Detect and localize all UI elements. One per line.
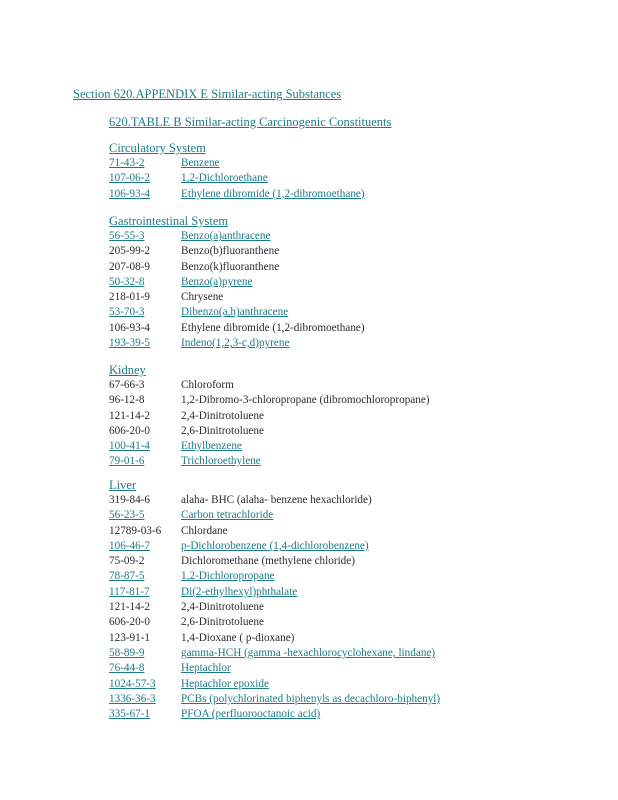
- cas-number[interactable]: 56-55-3: [109, 230, 145, 242]
- table-row: [109, 409, 589, 424]
- substance-name: Chloroform: [181, 379, 234, 391]
- substance-name[interactable]: 1,2-Dichloropropane: [181, 570, 275, 583]
- cas-number[interactable]: 107-06-2: [109, 172, 151, 185]
- group-title: Liver: [109, 478, 137, 492]
- table-row: [109, 275, 589, 290]
- substance-name: Chrysene: [181, 291, 224, 304]
- table-row: [109, 508, 589, 523]
- substance-name[interactable]: Ethylene dibromide (1,2-dibromoethane): [181, 187, 365, 200]
- cas-number[interactable]: 71-43-2: [109, 157, 145, 169]
- group-title: Gastrointestinal System: [109, 214, 229, 228]
- substance-name[interactable]: PFOA (perfluorooctanoic acid): [181, 708, 321, 721]
- substance-name: alaha- BHC (alaha- benzene hexachloride): [181, 494, 372, 506]
- cas-number[interactable]: 50-32-8: [109, 275, 145, 288]
- substance-name: Chlordane: [181, 524, 228, 537]
- cas-number: 106-93-4: [109, 321, 151, 334]
- table-row: [109, 378, 589, 393]
- substance-name: Ethylene dibromide (1,2-dibromoethane): [181, 321, 365, 334]
- table-row: [109, 539, 589, 554]
- cas-number: 606-20-0: [109, 616, 151, 629]
- substance-name[interactable]: Di(2-ethylhexyl)phthalate: [181, 585, 298, 598]
- cas-number[interactable]: 106-46-7: [109, 539, 151, 552]
- cas-number: 75-09-2: [109, 555, 145, 568]
- cas-number[interactable]: 56-23-5: [109, 509, 145, 522]
- table-row: [109, 336, 589, 351]
- cas-number: 606-20-0: [109, 424, 151, 437]
- cas-number: 319-84-6: [109, 494, 151, 506]
- substance-name[interactable]: Heptachlor epoxide: [181, 677, 269, 690]
- table-row: [109, 692, 589, 707]
- table-row: [109, 305, 589, 320]
- table-row: [109, 677, 589, 692]
- cas-number: 96-12-8: [109, 394, 145, 407]
- substance-name[interactable]: Carbon tetrachloride: [181, 509, 274, 522]
- table-row: [109, 554, 589, 569]
- cas-number[interactable]: 335-67-1: [109, 708, 151, 721]
- cas-number: 123-91-1: [109, 631, 151, 644]
- table-row: [109, 156, 589, 171]
- table-row: [109, 321, 589, 336]
- section-title[interactable]: Section 620.APPENDIX E Similar-acting Substances: [73, 87, 342, 101]
- cas-number: 67-66-3: [109, 379, 145, 391]
- substance-name[interactable]: Benzo(a)pyrene: [181, 275, 253, 288]
- substance-name: 2,4-Dinitrotoluene: [181, 601, 264, 614]
- group-rows: [109, 493, 589, 722]
- cas-number[interactable]: 1336-36-3: [109, 692, 156, 705]
- cas-number[interactable]: 76-44-8: [109, 662, 145, 675]
- substance-name[interactable]: gamma-HCH (gamma -hexachlorocyclohexane, lindane): [181, 646, 436, 659]
- cas-number[interactable]: 106-93-4: [109, 187, 151, 200]
- table-row: [109, 393, 589, 408]
- substance-name: 2,6-Dinitrotoluene: [181, 616, 264, 629]
- table-row: [109, 661, 589, 676]
- table-row: [109, 524, 589, 539]
- table-row: [109, 707, 589, 722]
- group-gastrointestinal-system: [109, 214, 589, 351]
- substance-name: 1,4-Dioxane ( p-dioxane): [181, 631, 295, 644]
- cas-number: 205-99-2: [109, 245, 151, 258]
- table-row: [109, 290, 589, 305]
- substance-name[interactable]: Trichloroethylene: [181, 455, 261, 468]
- cas-number[interactable]: 100-41-4: [109, 440, 151, 453]
- substance-name[interactable]: Benzo(a)anthracene: [181, 230, 271, 242]
- group-liver: [109, 478, 589, 722]
- cas-number: 121-14-2: [109, 601, 151, 614]
- cas-number: 12789-03-6: [109, 524, 162, 537]
- substance-name[interactable]: Heptachlor: [181, 662, 231, 675]
- table-title[interactable]: 620.TABLE B Similar-acting Carcinogenic Constituents: [109, 115, 392, 129]
- substance-name: Dichloromethane (methylene chloride): [181, 555, 355, 568]
- group-circulatory-system: [109, 141, 589, 202]
- cas-number[interactable]: 193-39-5: [109, 337, 151, 350]
- substance-name[interactable]: Dibenzo(a,h)anthracene: [181, 306, 289, 319]
- cas-number[interactable]: 58-89-9: [109, 646, 145, 659]
- group-rows: [109, 378, 589, 470]
- substance-name: 2,4-Dinitrotoluene: [181, 409, 264, 422]
- cas-number[interactable]: 79-01-6: [109, 455, 145, 468]
- group-rows: [109, 229, 589, 351]
- cas-number[interactable]: 117-81-7: [109, 585, 150, 598]
- table-row: [109, 187, 589, 202]
- table-row: [109, 493, 589, 508]
- substance-name[interactable]: p-Dichlorobenzene (1,4-dichlorobenzene): [181, 539, 369, 552]
- table-row: [109, 439, 589, 454]
- substance-name[interactable]: Indeno(1,2,3-c,d)pyrene: [181, 337, 290, 350]
- group-title: Circulatory System: [109, 141, 206, 155]
- substance-name: 2,6-Dinitrotoluene: [181, 424, 264, 437]
- table-row: [109, 631, 589, 646]
- table-row: [109, 260, 589, 275]
- group-rows: [109, 156, 589, 202]
- substance-name[interactable]: 1,2-Dichloroethane: [181, 172, 268, 185]
- substance-name: 1,2-Dibromo-3-chloropropane (dibromochloropropane): [181, 394, 430, 407]
- group-title: Kidney: [109, 363, 146, 377]
- table-row: [109, 569, 589, 584]
- table-row: [109, 424, 589, 439]
- substance-name[interactable]: Benzene: [181, 157, 220, 169]
- table-row: [109, 600, 589, 615]
- cas-number: 121-14-2: [109, 409, 151, 422]
- cas-number[interactable]: 53-70-3: [109, 306, 145, 319]
- table-row: [109, 171, 589, 186]
- table-row: [109, 244, 589, 259]
- substance-name[interactable]: Ethylbenzene: [181, 440, 242, 453]
- substance-name: Benzo(b)fluoranthene: [181, 245, 280, 258]
- table-row: [109, 454, 589, 469]
- cas-number: 218-01-9: [109, 291, 151, 304]
- cas-number[interactable]: 78-87-5: [109, 570, 145, 583]
- cas-number: 207-08-9: [109, 260, 151, 273]
- table-row: [109, 229, 589, 244]
- table-row: [109, 615, 589, 630]
- group-kidney: [109, 363, 589, 470]
- table-row: [109, 646, 589, 661]
- cas-number[interactable]: 1024-57-3: [109, 677, 156, 690]
- substance-name: Benzo(k)fluoranthene: [181, 260, 280, 273]
- table-row: [109, 585, 589, 600]
- substance-name[interactable]: PCBs (polychlorinated biphenyls as decachloro-biphenyl): [181, 692, 441, 705]
